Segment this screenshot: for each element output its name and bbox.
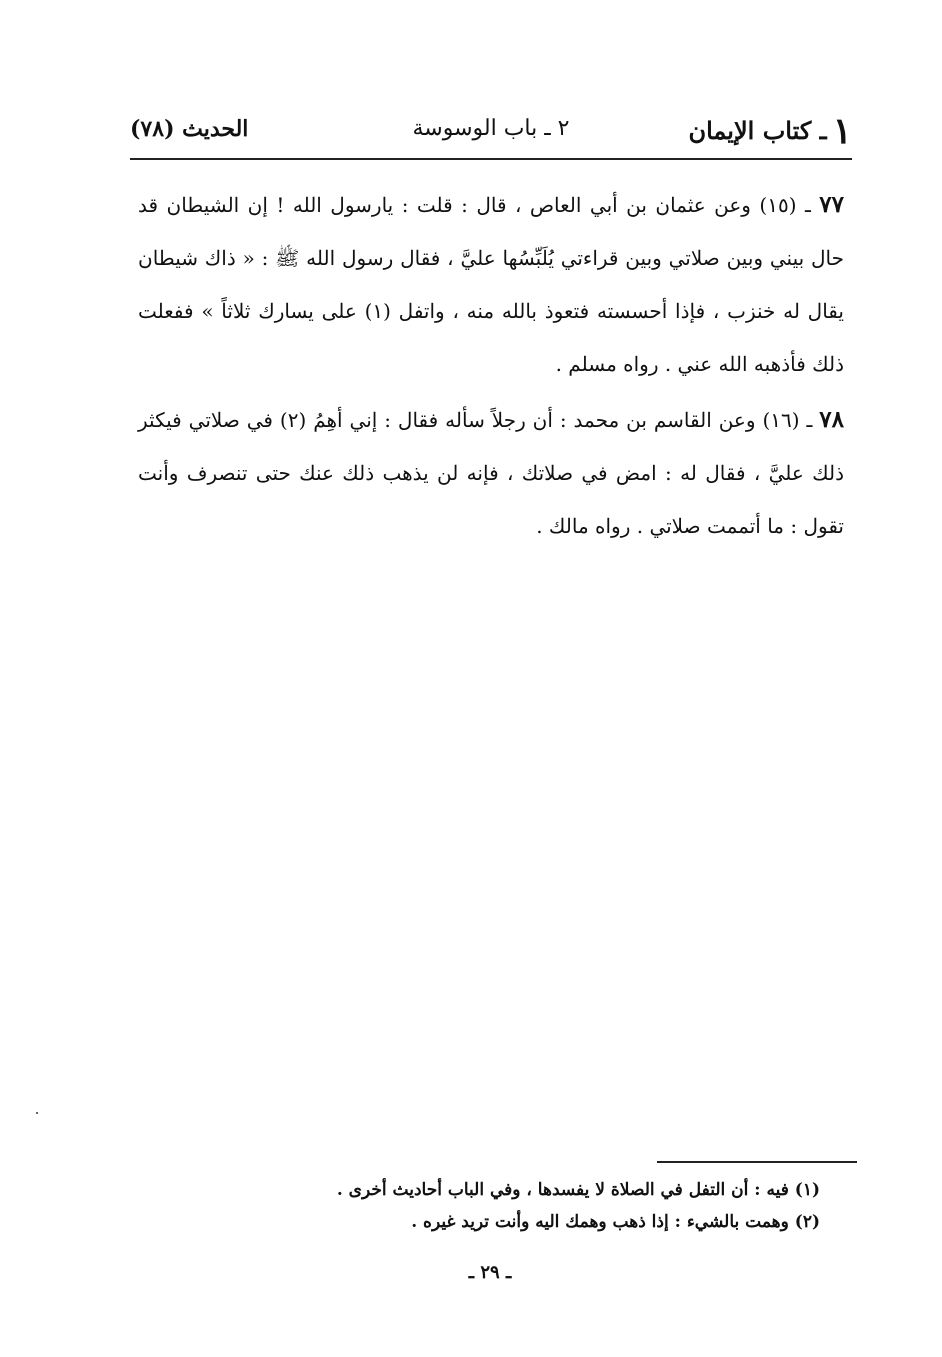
- book-number: ١: [832, 110, 852, 152]
- footnotes: [260, 1174, 820, 1238]
- hadith-text: ـ (١٥) وعن عثمان بن أبي العاص ، قال : قلت : يارسول الله ! إن الشيطان قد حال بيني وبين صلاتي وبين قراءتي يُلَبِّسُها عليَّ ، فقال رسول الله ﷺ : « ذاك شيطان يقال له خنزب ، فإذا أحسسته فتعوذ بالله منه ، واتفل (١) على يسارك ثلاثاً » ففعلت ذلك فأذهبه الله عني . رواه مسلم .: [138, 193, 844, 376]
- footnote-2: (٢) وهمت بالشيء : إذا ذهب وهمك اليه وأنت تريد غيره .: [411, 1212, 820, 1232]
- header-divider: [130, 158, 852, 160]
- book-title-text: ـ كتاب الإيمان: [688, 116, 827, 145]
- hadith-number: ٧٧: [819, 191, 844, 218]
- page-header: [130, 106, 852, 154]
- scan-speck: [36, 1112, 38, 1114]
- hadith-77: [138, 178, 844, 391]
- footnote-divider: [657, 1161, 857, 1163]
- page-number: ـ ٢٩ ـ: [468, 1262, 512, 1283]
- hadith-text: ـ (١٦) وعن القاسم بن محمد : أن رجلاً سأله فقال : إني أهِمُ (٢) في صلاتي فيكثر ذلك عليَّ ، فقال له : امض في صلاتك ، فإنه لن يذهب ذلك عنك حتى تنصرف وأنت تقول : ما أتممت صلاتي . رواه مالك .: [138, 408, 844, 538]
- hadith-number: ٧٨: [819, 406, 845, 433]
- footnote-1: (١) فيه : أن التفل في الصلاة لا يفسدها ، وفي الباب أحاديث أخرى .: [336, 1180, 820, 1200]
- chapter-title: ٢ ـ باب الوسوسة: [412, 116, 570, 141]
- main-text: [138, 178, 844, 555]
- hadith-reference: الحديث (٧٨): [130, 116, 249, 142]
- hadith-78: [138, 393, 844, 553]
